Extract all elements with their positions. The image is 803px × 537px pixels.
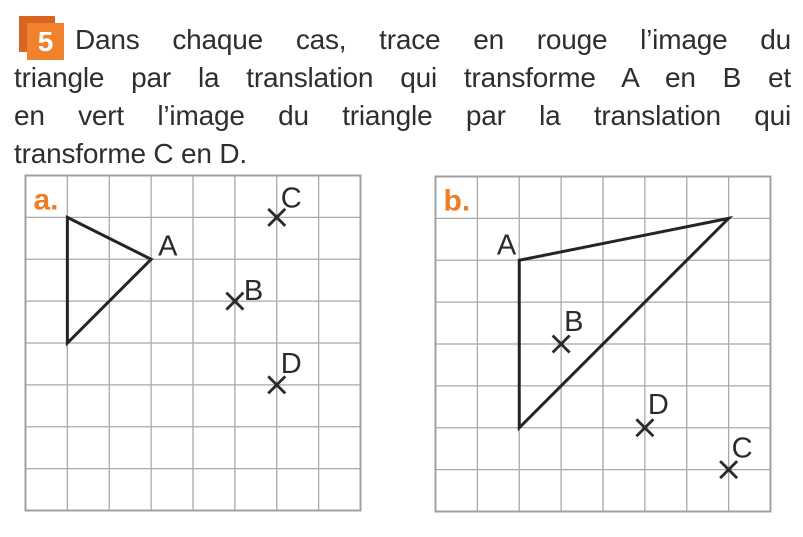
statement-line-1: Dans chaque cas, trace en rouge l’image du [75, 24, 791, 55]
panel-b-grid [434, 175, 772, 513]
panel-a-grid [24, 174, 362, 512]
vertex-label: A [157, 229, 177, 262]
point-label: D [280, 347, 302, 380]
exercise-number: 5 [37, 25, 54, 57]
panel-label: a. [33, 183, 59, 216]
point-label: B [243, 274, 263, 307]
point-label: C [731, 432, 753, 465]
point-label: C [280, 181, 302, 214]
vertex-label: A [496, 228, 516, 261]
exercise-statement [14, 21, 791, 173]
point-label: B [563, 305, 583, 338]
statement-line-4: transforme C en D. [14, 138, 247, 169]
statement-line-2: triangle par la translation qui transforme A en B et [14, 62, 791, 93]
statement-line-3: en vert l’image du triangle par la translation qui [14, 100, 791, 131]
panel-label: b. [443, 184, 470, 217]
point-label: D [647, 388, 669, 421]
triangle-shape [519, 218, 728, 427]
